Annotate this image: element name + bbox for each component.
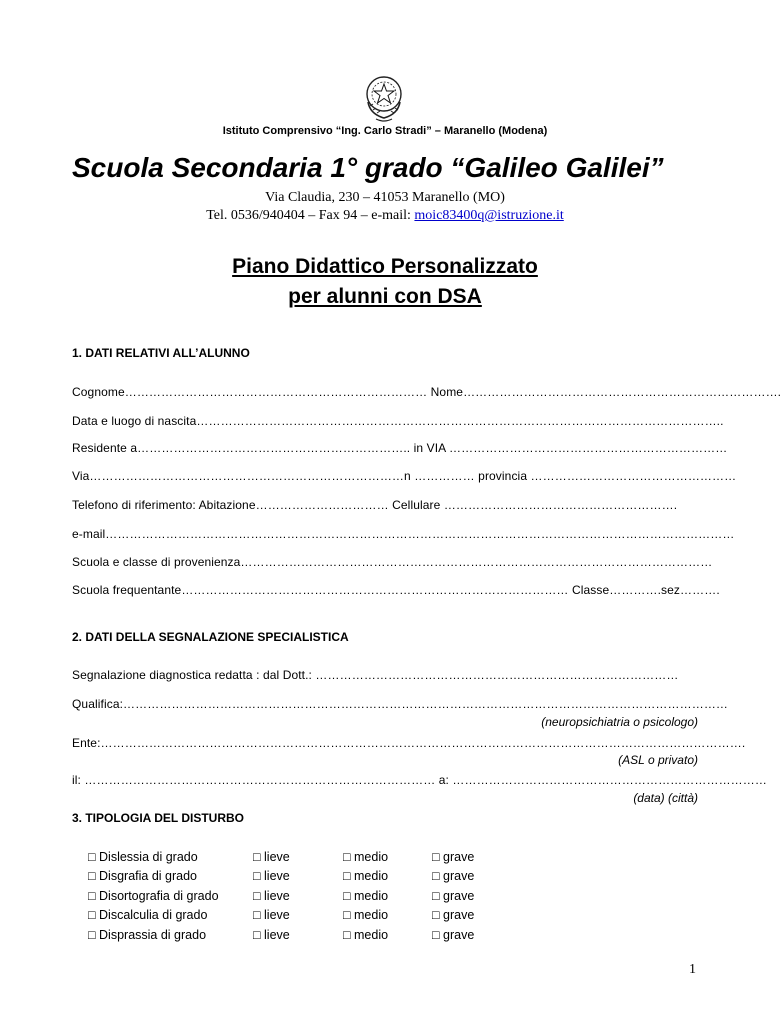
field-scuola-frequentante: Scuola frequentante…………………………………………………………………………………… Classe………….sez……….	[72, 583, 720, 597]
field-residente: Residente a………………………………………………………….. in VIA ……………………………………………………………	[72, 441, 728, 455]
document-subtitle: per alunni con DSA	[288, 285, 482, 308]
field-scuola-provenienza: Scuola e classe di provenienza………………………………………………………………………………………………………	[72, 555, 713, 569]
option-grave[interactable]: □ grave	[432, 908, 475, 922]
option-lieve[interactable]: □ lieve	[253, 889, 290, 903]
option-medio[interactable]: □ medio	[343, 869, 389, 883]
option-lieve[interactable]: □ lieve	[253, 928, 290, 942]
field-data-citta: il: …………………………………………………………………………… a: ……………………………………………………………………	[72, 773, 767, 787]
option-lieve[interactable]: □ lieve	[253, 908, 290, 922]
option-lieve[interactable]: □ lieve	[253, 850, 290, 864]
disturbo-label[interactable]: □ Discalculia di grado	[88, 908, 208, 922]
republic-emblem-icon	[360, 72, 408, 124]
field-ente: Ente:…………………………………………………………………………………………………………………………………………….	[72, 736, 746, 750]
document-title: Piano Didattico Personalizzato	[232, 255, 538, 278]
note-data-citta: (data) (città)	[633, 791, 698, 805]
school-name: Scuola Secondaria 1° grado “Galileo Galilei”	[72, 152, 664, 183]
option-grave[interactable]: □ grave	[432, 869, 475, 883]
school-address: Via Claudia, 230 – 41053 Maranello (MO)	[265, 190, 505, 205]
option-medio[interactable]: □ medio	[343, 850, 389, 864]
field-data-luogo-nascita: Data e luogo di nascita…………………………………………………………………………………………………………………..	[72, 414, 724, 428]
section-heading-tipologia: 3. TIPOLOGIA DEL DISTURBO	[72, 811, 245, 825]
field-email: e-mail…………………………………………………………………………………………………………………………………………	[72, 527, 735, 541]
option-lieve[interactable]: □ lieve	[253, 869, 290, 883]
disturbo-label[interactable]: □ Disortografia di grado	[88, 889, 219, 903]
note-ente: (ASL o privato)	[618, 753, 698, 767]
option-medio[interactable]: □ medio	[343, 908, 389, 922]
option-grave[interactable]: □ grave	[432, 928, 475, 942]
page-number: 1	[689, 962, 696, 977]
field-cognome-nome: Cognome………………………………………………………………… Nome…………………………………………………………………….	[72, 385, 781, 399]
note-qualifica: (neuropsichiatria o psicologo)	[541, 715, 698, 729]
option-medio[interactable]: □ medio	[343, 889, 389, 903]
field-telefono: Telefono di riferimento: Abitazione…………………………… Cellulare ………………………………………………….	[72, 498, 678, 512]
section-heading-alunno: 1. DATI RELATIVI ALL’ALUNNO	[72, 346, 250, 360]
field-qualifica: Qualifica:……………………………………………………………………………………………………………………………………	[72, 697, 729, 711]
section-heading-segnalazione: 2. DATI DELLA SEGNALAZIONE SPECIALISTICA	[72, 630, 349, 644]
option-grave[interactable]: □ grave	[432, 889, 475, 903]
disturbo-label[interactable]: □ Disprassia di grado	[88, 928, 207, 942]
school-contacts	[0, 208, 770, 224]
disturbo-label[interactable]: □ Dislessia di grado	[88, 850, 198, 864]
field-segnalazione-dott: Segnalazione diagnostica redatta : dal Dott.: ………………………………………………………………………………	[72, 668, 679, 682]
disturbo-label[interactable]: □ Disgrafia di grado	[88, 869, 197, 883]
option-grave[interactable]: □ grave	[432, 850, 475, 864]
phone-fax: Tel. 0536/940404 – Fax 94 – e-mail:	[206, 208, 415, 223]
option-medio[interactable]: □ medio	[343, 928, 389, 942]
field-via-provincia: Via……………………………………………………………………n …………… provincia ……………………………………………	[72, 469, 737, 483]
institute-name: Istituto Comprensivo “Ing. Carlo Stradi” – Maranello (Modena)	[222, 125, 548, 137]
email-link[interactable]: moic83400q@istruzione.it	[414, 208, 564, 223]
